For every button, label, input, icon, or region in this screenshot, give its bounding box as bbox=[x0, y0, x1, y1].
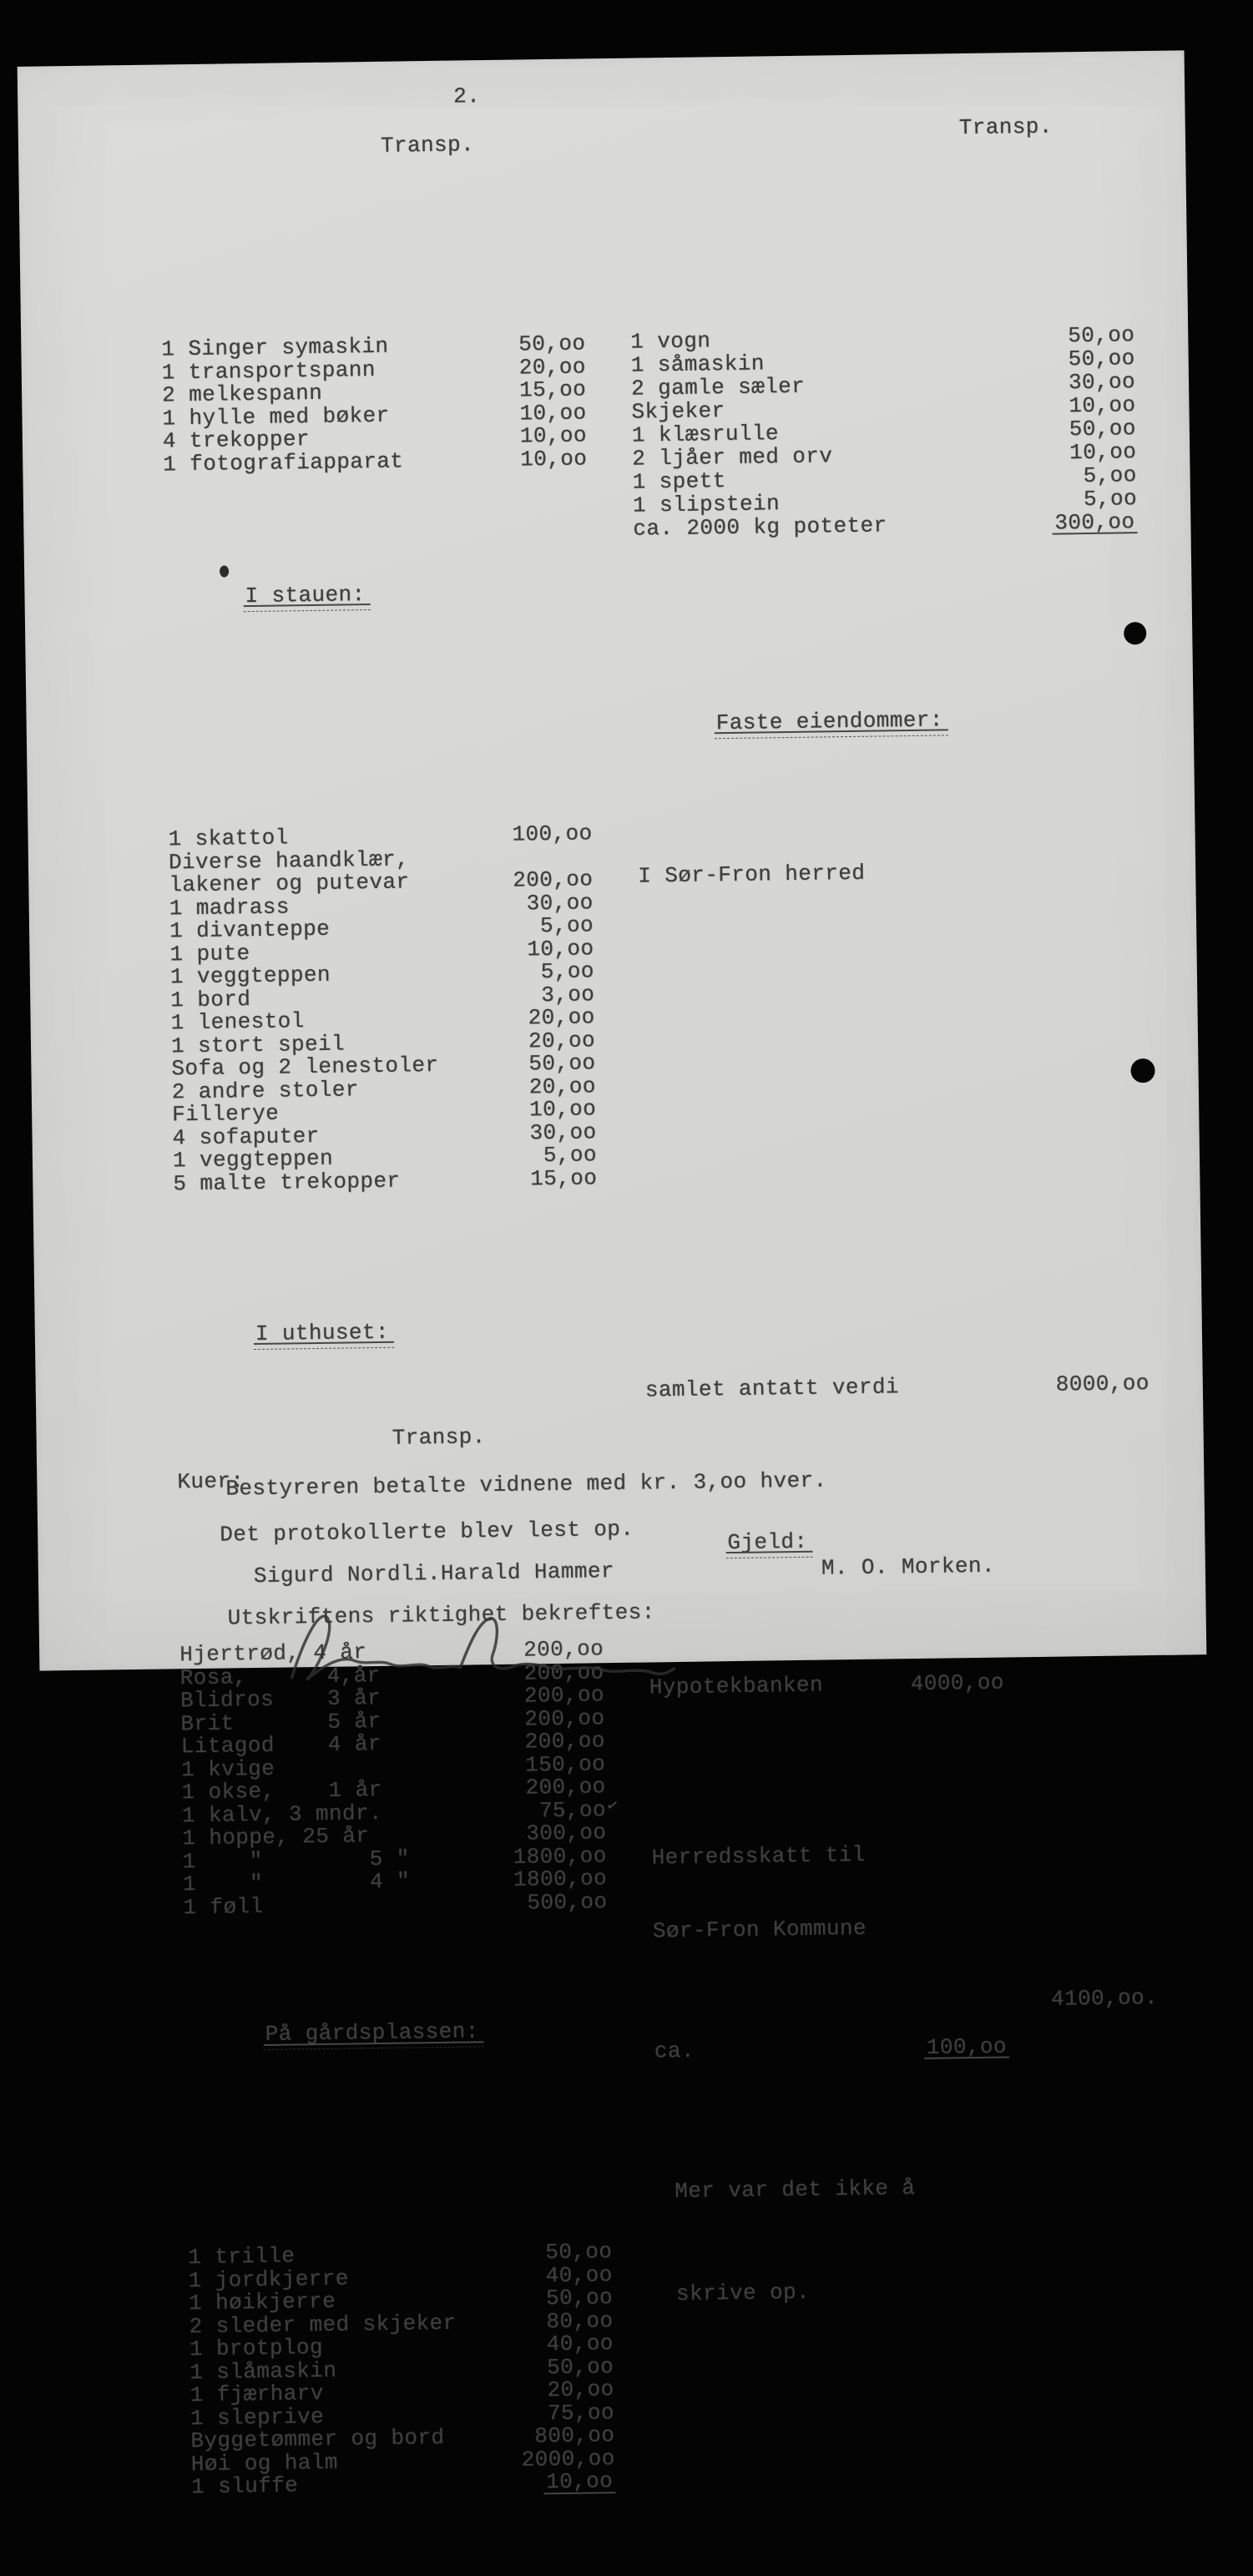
closing-line-2: skrive op. bbox=[676, 2275, 1162, 2306]
stuen-items-list bbox=[167, 747, 597, 1195]
item-value: 10,oo bbox=[520, 447, 587, 472]
item-value: 40,oo bbox=[547, 2332, 614, 2356]
item-label: 1 brotplog bbox=[189, 2336, 323, 2361]
item-value: 5,oo bbox=[541, 960, 594, 983]
item-value: 300,oo bbox=[526, 1821, 606, 1846]
tax-line-2: Sør-Fron Kommune bbox=[653, 1912, 1157, 1942]
item-value: 10,oo bbox=[1069, 393, 1135, 417]
item-value: 500,oo bbox=[527, 1891, 607, 1915]
item-label: 1 okse, 1 år bbox=[181, 1779, 381, 1805]
opening-items-list bbox=[160, 257, 588, 476]
item-label: Hjertrød, 4 år bbox=[179, 1641, 366, 1667]
property-district: I Sør-Fron herred bbox=[638, 857, 1142, 887]
item-value: 200,oo bbox=[524, 1707, 604, 1731]
item-value: 50,oo bbox=[518, 332, 585, 356]
payment-note: Bestyreren betalte vidnene med kr. 3,oo hver. bbox=[225, 1467, 826, 1501]
item-value: 10,oo bbox=[529, 1098, 596, 1122]
item-label: 1 veggteppen bbox=[170, 964, 331, 989]
item-value: 30,oo bbox=[527, 891, 594, 916]
item-label: 5 malte trekopper bbox=[173, 1169, 400, 1195]
inventory-row bbox=[163, 447, 587, 477]
item-label: 1 hoppe, 25 år bbox=[182, 1825, 369, 1851]
assessed-value-label: samlet antatt verdi bbox=[645, 1375, 899, 1402]
gaardsplassen-items-list bbox=[187, 2165, 615, 2499]
tax-line-1: Herredsskatt til bbox=[651, 1839, 1155, 1869]
item-value: 30,oo bbox=[529, 1121, 596, 1145]
item-label: 1 " 5 " bbox=[183, 1847, 410, 1873]
item-label: 1 fotografiapparat bbox=[163, 450, 403, 477]
item-label: 1 transportspann bbox=[162, 358, 376, 384]
item-label: Høi og halm bbox=[191, 2451, 338, 2476]
item-label: Brit 5 år bbox=[180, 1710, 381, 1735]
item-value: 50,oo bbox=[1069, 417, 1136, 441]
item-label: 4 trekopper bbox=[163, 428, 310, 453]
item-value: 10,oo bbox=[519, 402, 586, 426]
item-value: 80,oo bbox=[546, 2310, 613, 2334]
item-label: 1 " 4 " bbox=[183, 1870, 410, 1896]
carry-forward-right: Transp. bbox=[959, 114, 1053, 141]
signatory-2: Harald Hammer bbox=[441, 1558, 614, 1586]
punch-hole-bottom bbox=[1130, 1058, 1154, 1083]
item-value: 3,oo bbox=[541, 983, 594, 1007]
item-value: 50,oo bbox=[1068, 323, 1134, 347]
inventory-row bbox=[633, 510, 1137, 540]
section-heading-stuen: I stauen: bbox=[245, 583, 365, 609]
inventory-row bbox=[191, 2470, 615, 2499]
section-heading-gaardsplassen: På gårdsplassen: bbox=[265, 2020, 478, 2046]
item-label: 1 klæsrulle bbox=[632, 422, 779, 447]
item-label: 1 bord bbox=[170, 988, 250, 1013]
item-label: 1 kvige bbox=[181, 1757, 275, 1781]
item-value: 2000,oo bbox=[522, 2447, 615, 2472]
carry-forward-left: Transp. bbox=[381, 132, 474, 159]
item-value: 20,oo bbox=[528, 1029, 595, 1053]
item-value: 5,oo bbox=[540, 914, 594, 937]
signatory-3: M. O. Morken. bbox=[821, 1553, 995, 1581]
item-value: 20,oo bbox=[547, 2378, 614, 2402]
item-label: Rosa, 4,år bbox=[179, 1664, 380, 1690]
item-value: 50,oo bbox=[546, 2286, 613, 2311]
item-label: 1 pute bbox=[169, 942, 250, 967]
item-label: 1 sleprive bbox=[190, 2405, 324, 2430]
carry-forward-bottom: Transp. bbox=[392, 1424, 485, 1451]
handwritten-signature bbox=[272, 1592, 690, 1690]
item-value: 50,oo bbox=[528, 1052, 595, 1076]
item-value: 50,oo bbox=[545, 2240, 612, 2265]
item-label: 2 ljåer med orv bbox=[632, 444, 832, 470]
inventory-row bbox=[173, 1167, 597, 1196]
item-label: Byggetømmer og bord bbox=[190, 2427, 444, 2453]
tax-abbrev: ca. bbox=[654, 2039, 695, 2063]
item-label: 1 hylle med bøker bbox=[162, 404, 389, 430]
item-value: 75,oo bbox=[548, 2402, 614, 2426]
item-value: 200,oo bbox=[513, 868, 593, 892]
item-value: 1800,oo bbox=[513, 1867, 607, 1892]
item-value: 15,oo bbox=[519, 378, 586, 402]
punch-hole-top bbox=[1124, 622, 1146, 644]
right-column bbox=[629, 173, 1164, 2381]
item-value: 200,oo bbox=[523, 1661, 604, 1685]
closing-line-1: Mer var det ikke å bbox=[674, 2173, 1160, 2203]
item-value: 300,oo bbox=[1052, 510, 1137, 534]
item-label: 1 madrass bbox=[169, 896, 290, 921]
item-label: 1 sluffe bbox=[191, 2474, 298, 2498]
item-value: 10,oo bbox=[527, 937, 594, 962]
debt-total-amount: 4100,oo. bbox=[1051, 1986, 1158, 2011]
debt-row bbox=[649, 1671, 1004, 1700]
item-value: 75,oo bbox=[539, 1799, 606, 1823]
item-value: 100,oo bbox=[512, 822, 592, 846]
item-label: 2 gamle sæler bbox=[631, 375, 805, 401]
item-value: 5,oo bbox=[1084, 487, 1137, 511]
item-value: 5,oo bbox=[1083, 463, 1136, 487]
section-heading-uthuset: I uthuset: bbox=[255, 1321, 389, 1346]
item-label: 1 lenestol bbox=[170, 1010, 304, 1035]
subheading-kuer: Kuer: bbox=[177, 1464, 601, 1493]
item-label: 1 føll bbox=[183, 1895, 263, 1919]
item-value: 50,oo bbox=[547, 2356, 614, 2380]
assessed-value-amount: 8000,oo bbox=[1056, 1371, 1149, 1397]
item-value: 150,oo bbox=[525, 1753, 605, 1777]
section-heading-debt: Gjeld: bbox=[727, 1531, 807, 1555]
item-value: 15,oo bbox=[530, 1167, 597, 1191]
item-label: Skjeker bbox=[631, 399, 725, 424]
item-label: 1 veggteppen bbox=[173, 1148, 333, 1173]
item-label: Fillerye bbox=[172, 1103, 279, 1127]
item-label: 2 andre stoler bbox=[172, 1078, 359, 1104]
item-value: 50,oo bbox=[1068, 346, 1134, 371]
item-label: 1 slåmaskin bbox=[189, 2359, 336, 2384]
debt-amount: 4000,oo bbox=[911, 1671, 1004, 1696]
item-value: 10,oo bbox=[1069, 440, 1136, 464]
debt-creditor: Hypotekbanken bbox=[649, 1674, 823, 1700]
page-number: 2. bbox=[453, 83, 480, 109]
item-label: Diverse haandklær, bbox=[169, 848, 409, 875]
item-label: Litagod 4 år bbox=[181, 1733, 381, 1759]
item-label: 4 sofaputer bbox=[172, 1124, 319, 1149]
right-items-list bbox=[629, 248, 1138, 540]
item-label: 1 trille bbox=[188, 2245, 295, 2269]
section-heading-properties: Faste eiendommer: bbox=[716, 709, 943, 735]
tax-amount: 100,oo bbox=[924, 2034, 1009, 2058]
item-label: 1 stort speil bbox=[171, 1033, 345, 1058]
read-aloud-note: Det protokollerte blev lest op. bbox=[220, 1517, 634, 1548]
scanned-document-page bbox=[18, 50, 1207, 1670]
item-label: lakener og putevar bbox=[169, 871, 409, 897]
item-value: 200,oo bbox=[524, 1684, 604, 1708]
item-label: 1 fjærharv bbox=[189, 2382, 323, 2407]
item-label: 1 slipstein bbox=[633, 492, 780, 517]
item-label: Blidros 3 år bbox=[180, 1687, 381, 1713]
item-label: 1 skattol bbox=[168, 826, 288, 851]
certification-line: Utskriftens riktighet bekreftes: bbox=[227, 1599, 654, 1630]
item-value: 800,oo bbox=[534, 2424, 614, 2448]
item-label: ca. 2000 kg poteter bbox=[633, 513, 887, 540]
item-label: 2 sleder med skjeker bbox=[189, 2311, 456, 2338]
item-value: 10,oo bbox=[520, 424, 587, 448]
item-value: 20,oo bbox=[529, 1075, 596, 1099]
item-label: 1 høikjerre bbox=[189, 2291, 336, 2316]
item-label: 2 melkespann bbox=[162, 382, 322, 407]
left-column bbox=[159, 182, 617, 2573]
item-value: 40,oo bbox=[545, 2264, 612, 2288]
item-label: 1 jordkjerre bbox=[189, 2267, 349, 2292]
item-value: 20,oo bbox=[528, 1006, 594, 1030]
inventory-row bbox=[183, 1891, 607, 1920]
item-label: 1 spett bbox=[632, 469, 725, 494]
pencil-tick-mark: ✓ bbox=[604, 1794, 609, 1816]
item-value: 5,oo bbox=[543, 1144, 597, 1167]
item-value: 200,oo bbox=[525, 1775, 605, 1800]
tax-amount-row bbox=[654, 1986, 1158, 2016]
item-value: 200,oo bbox=[523, 1638, 604, 1662]
item-label: 1 Singer symaskin bbox=[161, 336, 388, 361]
item-label: 1 vogn bbox=[630, 329, 710, 353]
item-value: 200,oo bbox=[525, 1730, 605, 1754]
item-value: 10,oo bbox=[543, 2470, 615, 2494]
item-value: 30,oo bbox=[1069, 370, 1135, 394]
item-value: 1800,oo bbox=[513, 1845, 606, 1869]
item-label: Sofa og 2 lenestoler bbox=[171, 1054, 438, 1081]
item-label: 1 kalv, 3 mndr. bbox=[182, 1801, 382, 1827]
item-label: 1 såmaskin bbox=[631, 351, 765, 376]
item-value: 20,oo bbox=[519, 356, 586, 380]
assessed-value-row bbox=[645, 1371, 1149, 1402]
signatory-1: Sigurd Nordli. bbox=[254, 1561, 441, 1589]
property-lines-list bbox=[639, 977, 1148, 1288]
ink-blot bbox=[220, 565, 229, 577]
item-label: 1 divanteppe bbox=[169, 918, 330, 943]
